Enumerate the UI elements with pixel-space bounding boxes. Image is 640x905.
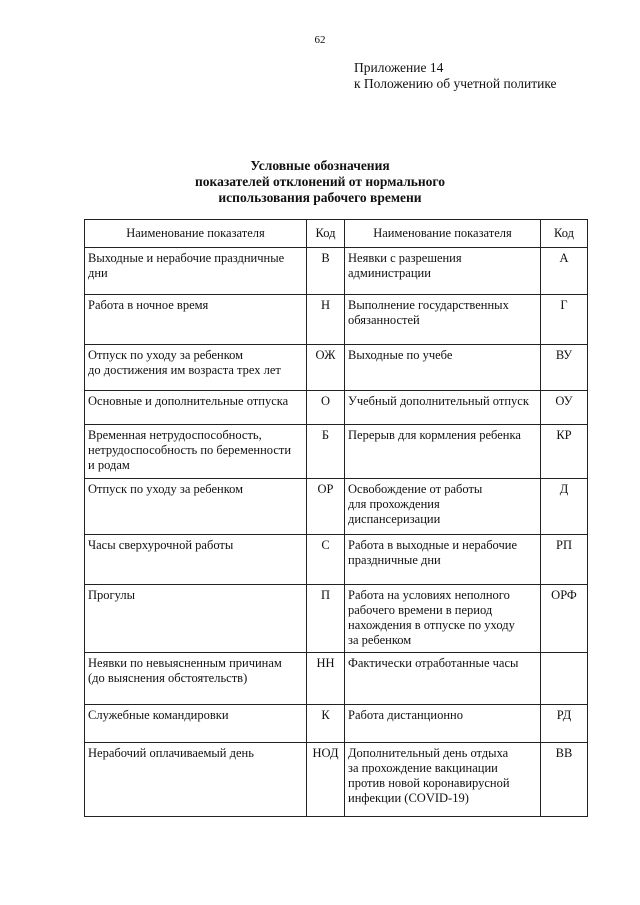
table-header-row <box>85 220 588 248</box>
indicator-name-right <box>345 743 541 817</box>
cell-line: Отпуск по уходу за ребенком <box>88 482 244 496</box>
indicator-code-left: Н <box>307 295 345 345</box>
cell-line: Основные и дополнительные отпуска <box>88 394 289 408</box>
indicator-name-left <box>85 425 307 479</box>
document-title <box>0 158 640 206</box>
cell-line: дни <box>88 266 108 280</box>
indicator-name-right <box>345 345 541 391</box>
indicator-code-right: КР <box>541 425 588 479</box>
indicator-code-left: О <box>307 391 345 425</box>
cell-line: праздничные дни <box>348 553 441 567</box>
cell-line: Неявки с разрешения <box>348 251 462 265</box>
indicator-code-left: В <box>307 248 345 295</box>
indicator-name-right <box>345 391 541 425</box>
indicator-code-left: НН <box>307 653 345 705</box>
table-row <box>85 295 588 345</box>
indicator-code-left: Б <box>307 425 345 479</box>
indicator-name-left <box>85 535 307 585</box>
cell-line: обязанностей <box>348 313 420 327</box>
indicator-code-right <box>541 653 588 705</box>
cell-line: Учебный дополнительный отпуск <box>348 394 529 408</box>
indicator-name-right <box>345 585 541 653</box>
indicator-name-right <box>345 425 541 479</box>
cell-line: Работа дистанционно <box>348 708 463 722</box>
indicator-code-right: ВУ <box>541 345 588 391</box>
indicator-code-right: ВВ <box>541 743 588 817</box>
indicator-name-left <box>85 248 307 295</box>
indicator-name-right <box>345 295 541 345</box>
indicator-name-left <box>85 345 307 391</box>
indicator-name-left <box>85 653 307 705</box>
table-row <box>85 345 588 391</box>
indicator-code-right: ОРФ <box>541 585 588 653</box>
indicator-name-left <box>85 585 307 653</box>
title-line-1: Условные обозначения <box>250 158 390 173</box>
cell-line: Временная нетрудоспособность, <box>88 428 262 442</box>
cell-line: инфекции (COVID-19) <box>348 791 469 805</box>
indicator-name-right <box>345 653 541 705</box>
indicator-name-left <box>85 295 307 345</box>
codes-table <box>84 219 588 817</box>
indicator-name-right <box>345 535 541 585</box>
appendix-line-2: к Положению об учетной политике <box>354 76 557 91</box>
table-row <box>85 391 588 425</box>
cell-line: Работа в ночное время <box>88 298 209 312</box>
cell-line: Перерыв для кормления ребенка <box>348 428 521 442</box>
page-number: 62 <box>314 34 326 46</box>
cell-line: нетрудоспособность по беременности <box>88 443 292 457</box>
cell-line: до достижения им возраста трех лет <box>88 363 281 377</box>
indicator-name-right <box>345 705 541 743</box>
cell-line: Нерабочий оплачиваемый день <box>88 746 254 760</box>
header-code-right: Код <box>541 220 588 248</box>
indicator-name-left <box>85 743 307 817</box>
table-row <box>85 653 588 705</box>
cell-line: администрации <box>348 266 431 280</box>
table-row <box>85 705 588 743</box>
indicator-code-right: ОУ <box>541 391 588 425</box>
cell-line: и родам <box>88 458 130 472</box>
cell-line: Фактически отработанные часы <box>348 656 519 670</box>
appendix-line-1: Приложение 14 <box>354 60 444 75</box>
table-row <box>85 248 588 295</box>
indicator-code-right: РП <box>541 535 588 585</box>
header-code-left: Код <box>307 220 345 248</box>
indicator-code-left: ОР <box>307 479 345 535</box>
cell-line: для прохождения <box>348 497 440 511</box>
cell-line: (до выяснения обстоятельств) <box>88 671 248 685</box>
cell-line: Работа в выходные и нерабочие <box>348 538 518 552</box>
table-row <box>85 479 588 535</box>
indicator-name-right <box>345 248 541 295</box>
cell-line: Освобождение от работы <box>348 482 483 496</box>
appendix-note <box>354 60 557 92</box>
indicator-name-left <box>85 705 307 743</box>
title-line-3: использования рабочего времени <box>218 190 422 205</box>
cell-line: нахождения в отпуске по уходу <box>348 618 515 632</box>
cell-line: за прохождение вакцинации <box>348 761 498 775</box>
cell-line: Выходные по учебе <box>348 348 453 362</box>
cell-line: Прогулы <box>88 588 135 602</box>
indicator-name-right <box>345 479 541 535</box>
cell-line: Работа на условиях неполного <box>348 588 510 602</box>
cell-line: Часы сверхурочной работы <box>88 538 234 552</box>
indicator-code-left: С <box>307 535 345 585</box>
indicator-code-right: Г <box>541 295 588 345</box>
table-row <box>85 743 588 817</box>
table-row <box>85 425 588 479</box>
cell-line: рабочего времени в период <box>348 603 493 617</box>
table-body <box>85 248 588 817</box>
indicator-code-left: НОД <box>307 743 345 817</box>
cell-line: Выходные и нерабочие праздничные <box>88 251 285 265</box>
indicator-code-left: П <box>307 585 345 653</box>
indicator-name-left <box>85 479 307 535</box>
cell-line: Дополнительный день отдыха <box>348 746 509 760</box>
cell-line: за ребенком <box>348 633 412 647</box>
cell-line: Отпуск по уходу за ребенком <box>88 348 244 362</box>
cell-line: Служебные командировки <box>88 708 229 722</box>
table-row <box>85 535 588 585</box>
indicator-code-left: ОЖ <box>307 345 345 391</box>
title-line-2: показателей отклонений от нормального <box>195 174 445 189</box>
indicator-name-left <box>85 391 307 425</box>
cell-line: Выполнение государственных <box>348 298 509 312</box>
header-name-right: Наименование показателя <box>345 220 541 248</box>
indicator-code-right: Д <box>541 479 588 535</box>
indicator-code-left: К <box>307 705 345 743</box>
indicator-code-right: А <box>541 248 588 295</box>
cell-line: против новой коронавирусной <box>348 776 510 790</box>
header-name-left: Наименование показателя <box>85 220 307 248</box>
cell-line: диспансеризации <box>348 512 441 526</box>
cell-line: Неявки по невыясненным причинам <box>88 656 282 670</box>
indicator-code-right: РД <box>541 705 588 743</box>
table-row <box>85 585 588 653</box>
